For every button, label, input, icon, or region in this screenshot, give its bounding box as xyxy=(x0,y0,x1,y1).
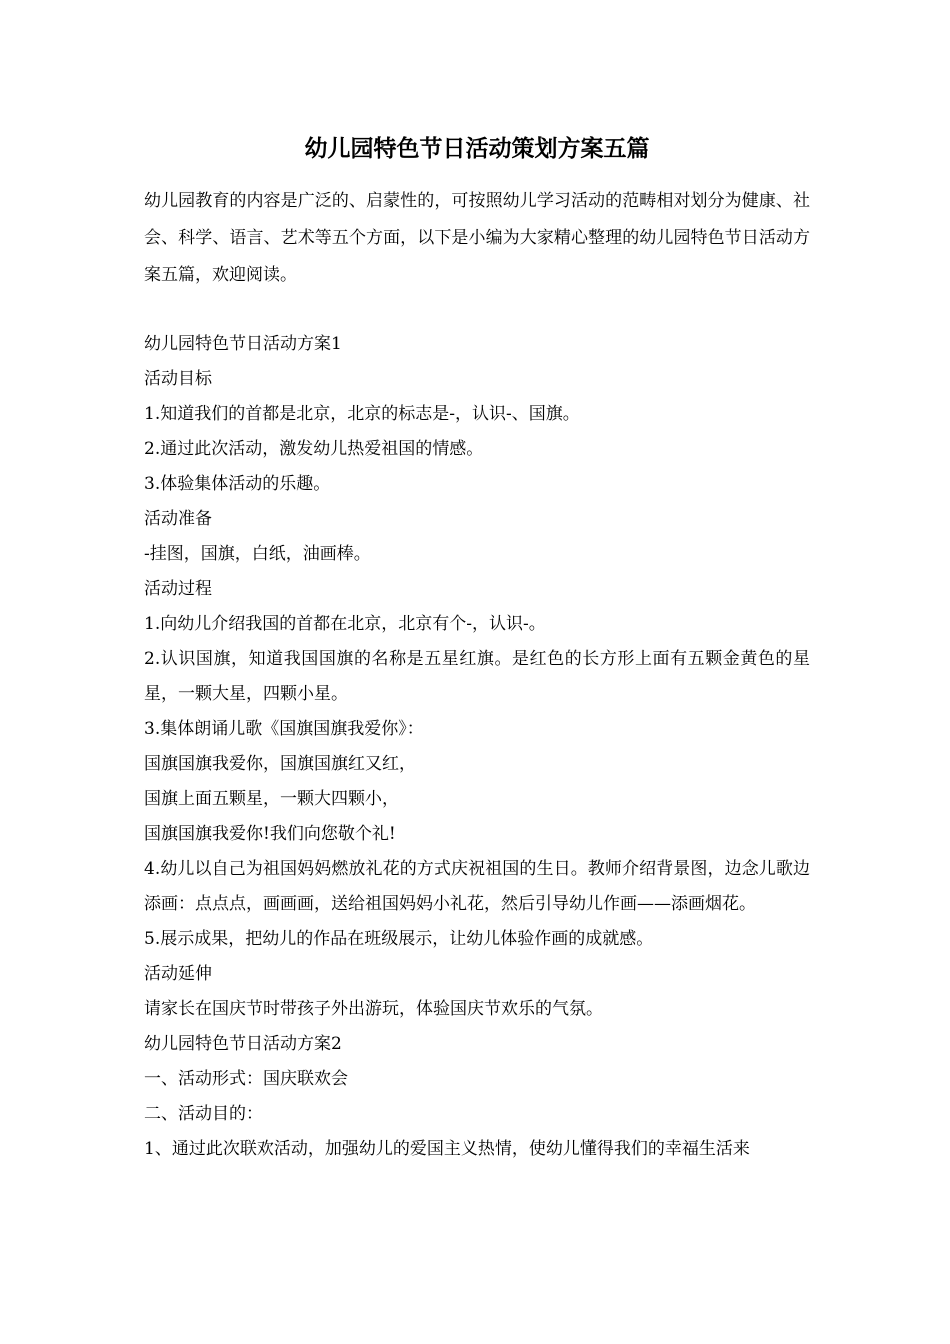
document-body xyxy=(144,327,810,1167)
poem-line: 国旗国旗我爱你!我们向您敬个礼! xyxy=(144,824,396,844)
paragraph: -挂图，国旗，白纸，油画棒。 xyxy=(144,544,371,564)
paragraph: 4.幼儿以自己为祖国妈妈燃放礼花的方式庆祝祖国的生日。教师介绍背景图，边念儿歌边添画：点点点，画画画，送给祖国妈妈小礼花，然后引导幼儿作画——添画烟花。 xyxy=(144,859,810,914)
paragraph: 2.认识国旗，知道我国国旗的名称是五星红旗。是红色的长方形上面有五颗金黄色的星星，一颗大星，四颗小星。 xyxy=(144,649,810,704)
paragraph: 1.向幼儿介绍我国的首都在北京，北京有个-，认识-。 xyxy=(144,614,546,634)
intro-paragraph: 幼儿园教育的内容是广泛的、启蒙性的，可按照幼儿学习活动的范畴相对划分为健康、社会、科学、语言、艺术等五个方面，以下是小编为大家精心整理的幼儿园特色节日活动方案五篇，欢迎阅读。 xyxy=(144,191,810,285)
section-heading: 幼儿园特色节日活动方案1 xyxy=(144,334,342,354)
subheading: 活动准备 xyxy=(144,509,212,529)
paragraph: 1、通过此次联欢活动，加强幼儿的爱国主义热情，使幼儿懂得我们的幸福生活来 xyxy=(144,1139,750,1159)
paragraph: 二、活动目的： xyxy=(144,1104,263,1124)
poem-line: 国旗国旗我爱你，国旗国旗红又红， xyxy=(144,754,416,774)
paragraph: 一、活动形式：国庆联欢会 xyxy=(144,1069,348,1089)
section-heading: 幼儿园特色节日活动方案2 xyxy=(144,1034,342,1054)
subheading: 活动延伸 xyxy=(144,964,212,984)
paragraph: 请家长在国庆节时带孩子外出游玩，体验国庆节欢乐的气氛。 xyxy=(144,999,603,1019)
subheading: 活动过程 xyxy=(144,579,212,599)
paragraph: 3.体验集体活动的乐趣。 xyxy=(144,474,331,494)
paragraph: 3.集体朗诵儿歌《国旗国旗我爱你》： xyxy=(144,719,424,739)
paragraph: 5.展示成果，把幼儿的作品在班级展示，让幼儿体验作画的成就感。 xyxy=(144,929,654,949)
subheading: 活动目标 xyxy=(144,369,212,389)
paragraph: 1.知道我们的首都是北京，北京的标志是-，认识-、国旗。 xyxy=(144,404,580,424)
poem-line: 国旗上面五颗星，一颗大四颗小， xyxy=(144,789,399,809)
document-title: 幼儿园特色节日活动策划方案五篇 xyxy=(304,135,650,162)
paragraph: 2.通过此次活动，激发幼儿热爱祖国的情感。 xyxy=(144,439,484,459)
